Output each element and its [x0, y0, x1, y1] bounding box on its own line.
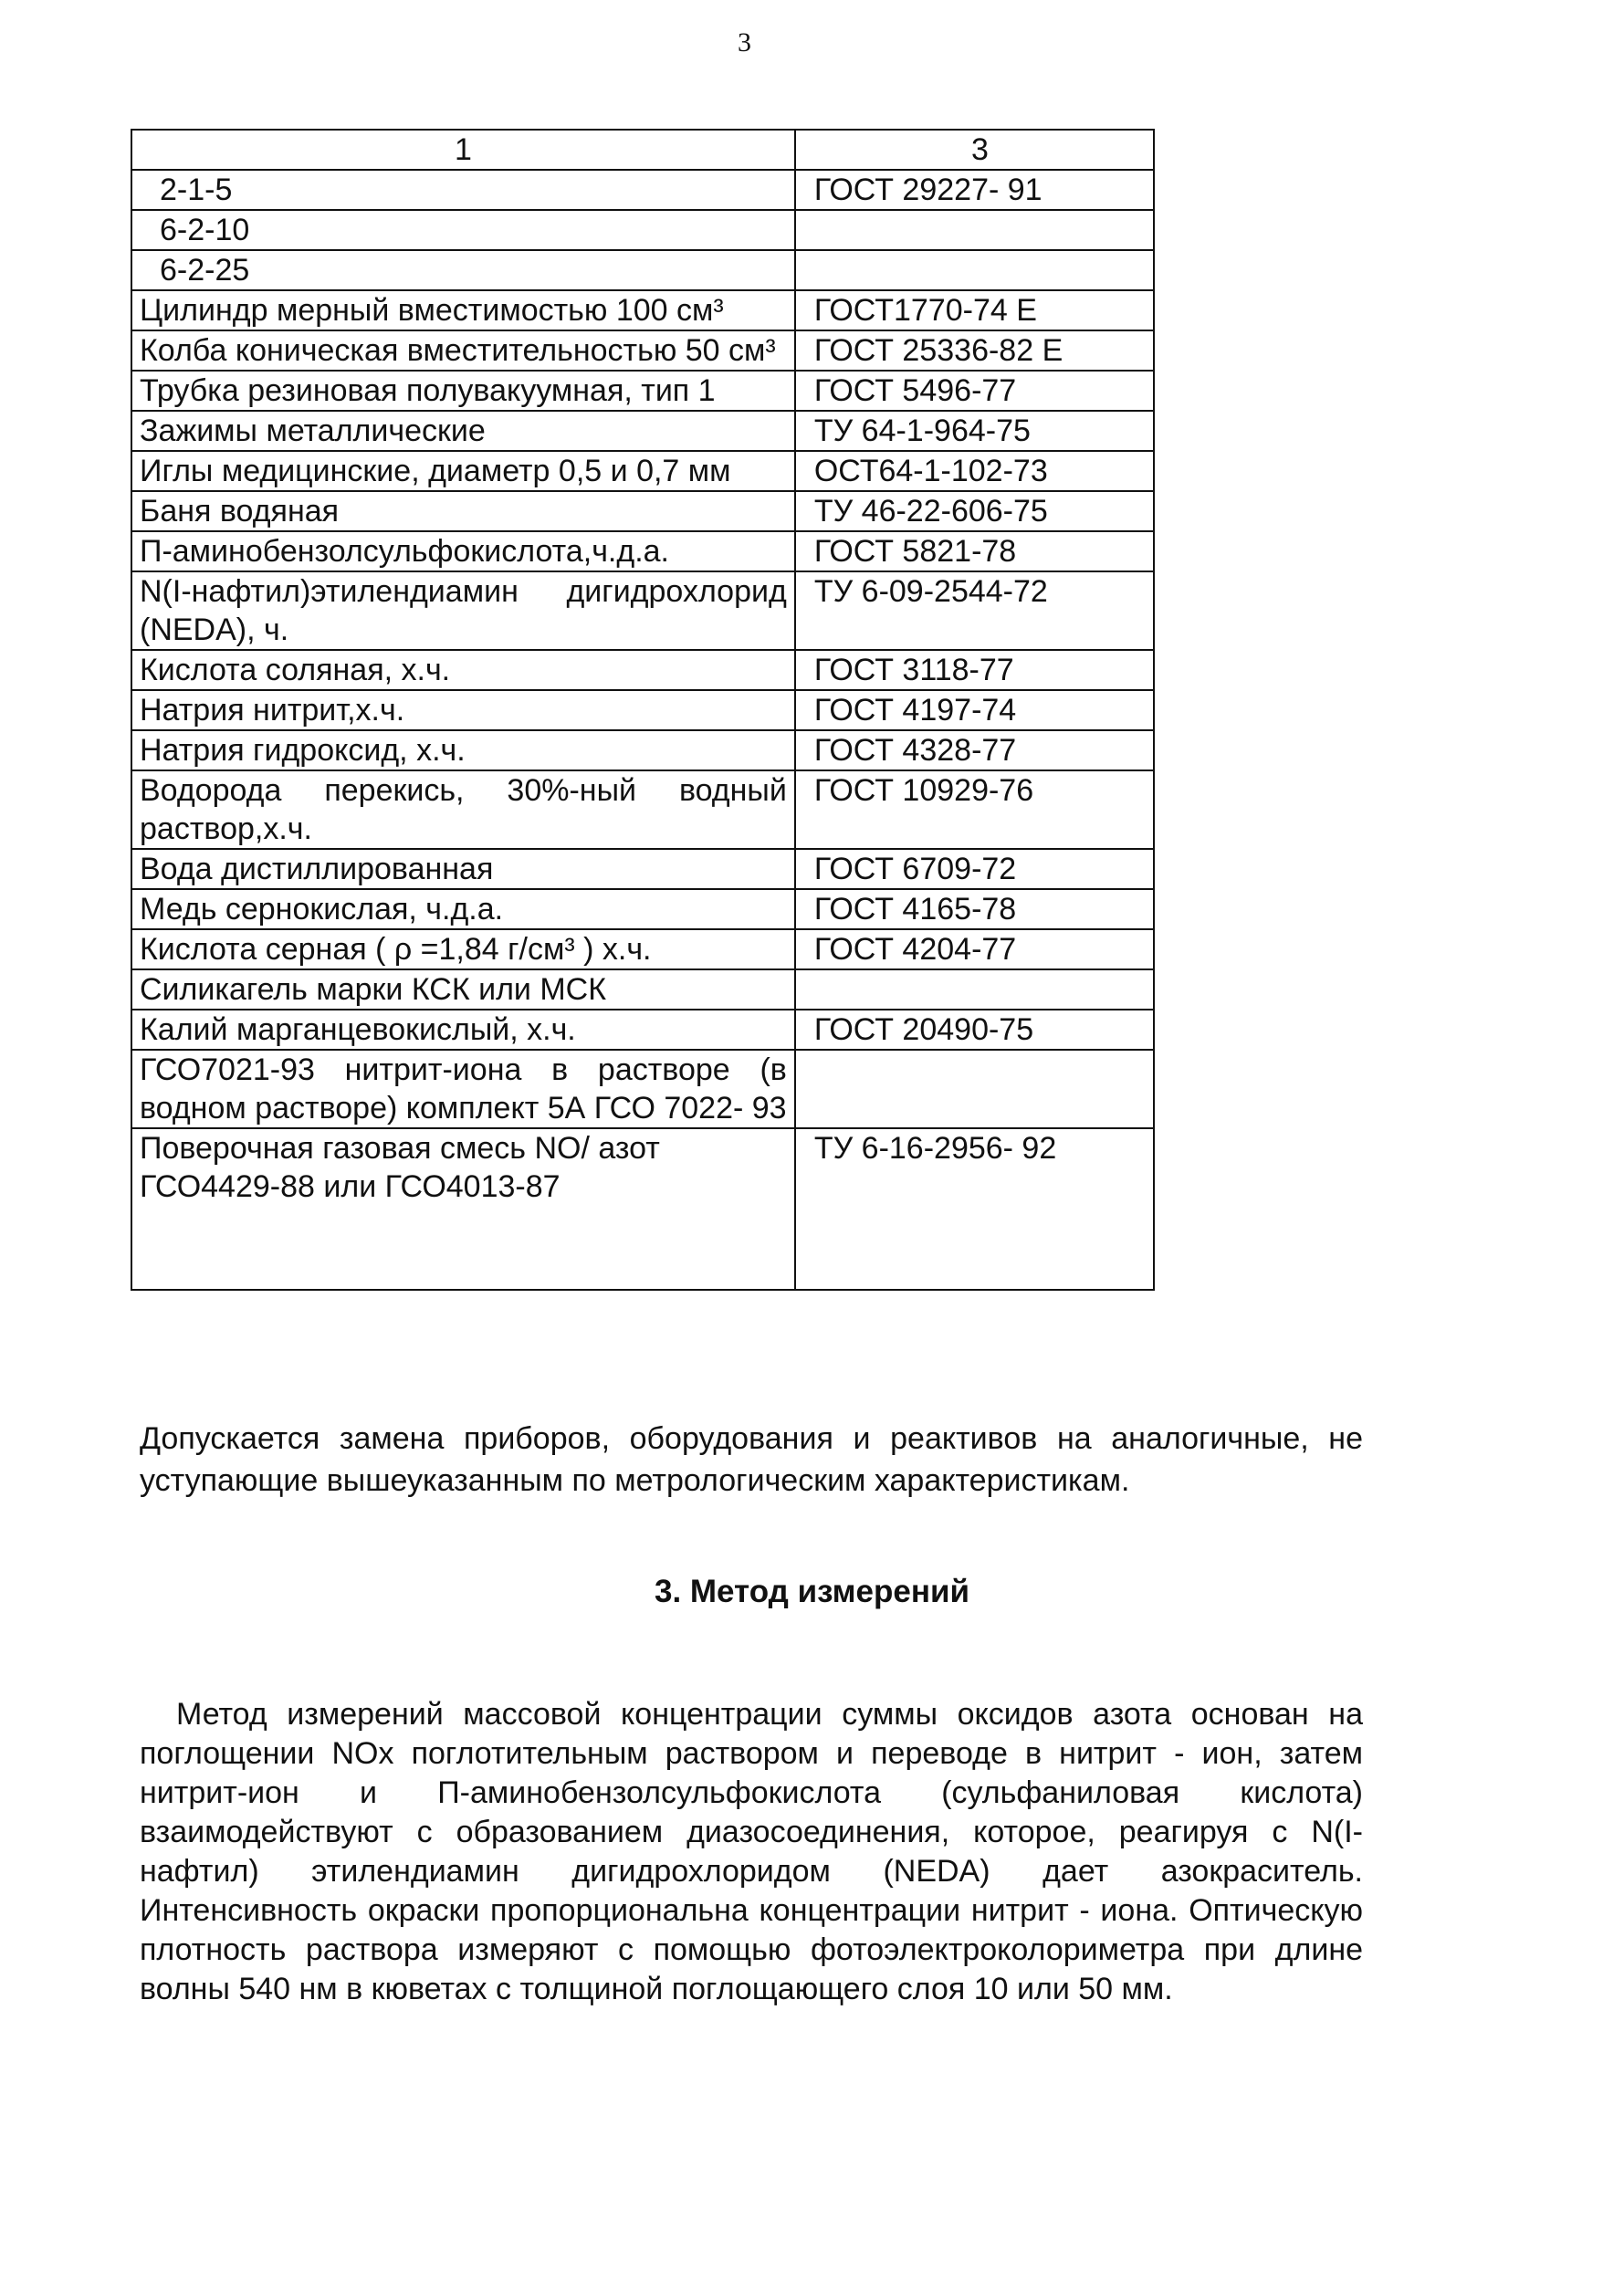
- table-row: [131, 730, 1154, 770]
- item-cell: 2-1-5: [131, 170, 795, 210]
- method-paragraph: Метод измерений массовой концентрации суммы оксидов азота основан на поглощении NOx поглотительным раствором и переводе в нитрит - ион, затем нитрит-ион и П-аминобензолсульфокислота (сульфаниловая кислота) взаимодействуют с образованием диазосоединения, которое, реагируя с N(I-нафтил) этилендиамин дигидрохлоридом (NEDA) дает азокраситель. Интенсивность окраски пропорциональна концентрации нитрит - иона. Оптическую плотность раствора измеряют с помощью фотоэлектроколориметра при длине волны 540 нм в кюветах с толщиной поглощающего слоя 10 или 50 мм.: [140, 1697, 1363, 2006]
- standard-cell: ТУ 64-1-964-75: [795, 411, 1154, 451]
- table-row: [131, 1010, 1154, 1050]
- item-cell: Силикагель марки КСК или МСК: [131, 969, 795, 1010]
- item-cell: Натрия нитрит,х.ч.: [131, 690, 795, 730]
- table-row: [131, 770, 1154, 849]
- table-row: [131, 250, 1154, 290]
- table-row: [131, 210, 1154, 250]
- standard-cell: ТУ 6-16-2956- 92: [795, 1128, 1154, 1290]
- standard-cell: ОСТ64-1-102-73: [795, 451, 1154, 491]
- table-row: [131, 650, 1154, 690]
- table-row: [131, 290, 1154, 330]
- standard-cell: ТУ 6-09-2544-72: [795, 571, 1154, 650]
- item-cell: 6-2-25: [131, 250, 795, 290]
- item-cell: Водорода перекись, 30%-ный водный раствор,х.ч.: [131, 770, 795, 849]
- item-cell: Иглы медицинские, диаметр 0,5 и 0,7 мм: [131, 451, 795, 491]
- table-row: [131, 330, 1154, 371]
- standard-cell: ГОСТ 29227- 91: [795, 170, 1154, 210]
- standard-cell: [795, 969, 1154, 1010]
- standard-cell: ГОСТ 10929-76: [795, 770, 1154, 849]
- standard-cell: ГОСТ 25336-82 Е: [795, 330, 1154, 371]
- item-cell: Кислота соляная, х.ч.: [131, 650, 795, 690]
- standard-cell: ГОСТ 3118-77: [795, 650, 1154, 690]
- item-cell: Поверочная газовая смесь NO/ азот ГСО4429-88 или ГСО4013-87: [131, 1128, 795, 1290]
- equipment-table: [131, 129, 1155, 1291]
- item-cell: 6-2-10: [131, 210, 795, 250]
- standard-cell: [795, 210, 1154, 250]
- table-header-row: [131, 130, 1154, 170]
- standard-cell: ТУ 46-22-606-75: [795, 491, 1154, 531]
- item-cell: Вода дистиллированная: [131, 849, 795, 889]
- table-row: [131, 929, 1154, 969]
- standard-cell: ГОСТ 4328-77: [795, 730, 1154, 770]
- table-row: [131, 889, 1154, 929]
- replacement-note: Допускается замена приборов, оборудования и реактивов на аналогичные, не уступающие вышеуказанным по метрологическим характеристикам.: [140, 1421, 1363, 1498]
- method-paragraph-block: [140, 1695, 1363, 2009]
- page-number: 3: [738, 27, 751, 58]
- standard-cell: ГОСТ 5496-77: [795, 371, 1154, 411]
- table-row: [131, 411, 1154, 451]
- standard-cell: ГОСТ 6709-72: [795, 849, 1154, 889]
- standard-cell: ГОСТ 4197-74: [795, 690, 1154, 730]
- item-cell: Трубка резиновая полувакуумная, тип 1: [131, 371, 795, 411]
- table-header-col3: 3: [795, 130, 1154, 170]
- table-row: [131, 571, 1154, 650]
- standard-cell: ГОСТ1770-74 Е: [795, 290, 1154, 330]
- item-cell: Натрия гидроксид, х.ч.: [131, 730, 795, 770]
- standard-cell: ГОСТ 4165-78: [795, 889, 1154, 929]
- standard-cell: ГОСТ 5821-78: [795, 531, 1154, 571]
- item-cell: Зажимы металлические: [131, 411, 795, 451]
- standard-cell: ГОСТ 4204-77: [795, 929, 1154, 969]
- table-row: [131, 491, 1154, 531]
- table-row: [131, 1128, 1154, 1290]
- standard-cell: [795, 250, 1154, 290]
- item-cell: Калий марганцевокислый, х.ч.: [131, 1010, 795, 1050]
- table-row: [131, 170, 1154, 210]
- table-row: [131, 849, 1154, 889]
- item-cell: Медь сернокислая, ч.д.а.: [131, 889, 795, 929]
- table-row: [131, 451, 1154, 491]
- item-cell: Баня водяная: [131, 491, 795, 531]
- table-row: [131, 1050, 1154, 1128]
- item-cell: П-аминобензолсульфокислота,ч.д.а.: [131, 531, 795, 571]
- table-row: [131, 690, 1154, 730]
- section-title: 3. Метод измерений: [654, 1574, 970, 1609]
- table-row: [131, 969, 1154, 1010]
- item-cell: Цилиндр мерный вместимостью 100 см³: [131, 290, 795, 330]
- table-row: [131, 371, 1154, 411]
- item-cell: Колба коническая вместительностью 50 см³: [131, 330, 795, 371]
- item-cell: N(I-нафтил)этилендиамин дигидрохлорид (NEDA), ч.: [131, 571, 795, 650]
- table-header-col1: 1: [131, 130, 795, 170]
- table-row: [131, 531, 1154, 571]
- item-cell: Кислота серная ( ρ =1,84 г/см³ ) х.ч.: [131, 929, 795, 969]
- standard-cell: ГОСТ 20490-75: [795, 1010, 1154, 1050]
- standard-cell: [795, 1050, 1154, 1128]
- item-cell: ГСО7021-93 нитрит-иона в растворе (в водном растворе) комплект 5А ГСО 7022- 93: [131, 1050, 795, 1128]
